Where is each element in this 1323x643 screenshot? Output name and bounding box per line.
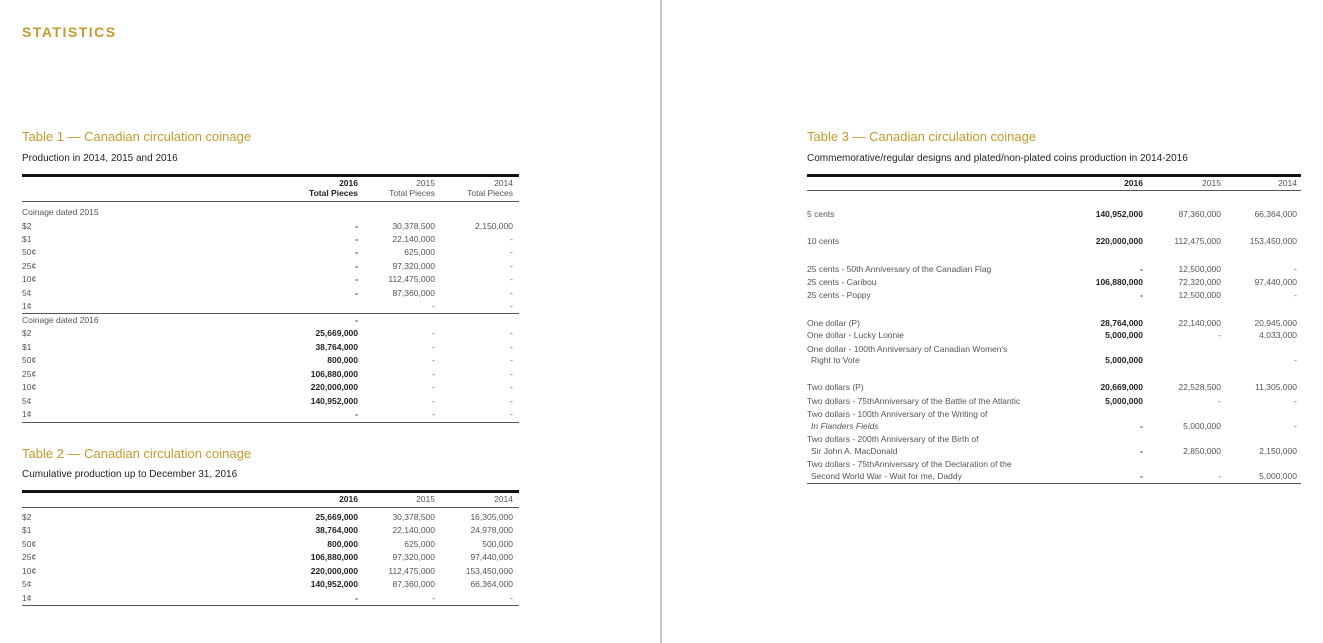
page-title: STATISTICS (22, 24, 117, 40)
table2: 2016 2015 2014 $2 25,669,000 30,378,500 16,305,000 $1 38,764,000 22,140,000 24,978,000 50¢ 800,000 625,000 500,000 25¢ 106,880,000 97,320,000 97,440,000 10¢ 220,000,000 112,475,000 153,450,000 5¢ 140,952,000 87,360,000 66,364,000 1¢ - - - (22, 490, 519, 608)
table2-title: Table 2 — Canadian circulation coinage (22, 446, 252, 461)
table3-header-2014: 2014 (1278, 178, 1297, 188)
table3-subtitle: Commemorative/regular designs and plated/non-plated coins production in 2014-2016 (807, 153, 1188, 164)
table2-header-2016: 2016 (339, 494, 358, 504)
table1: 2016 Total Pieces 2015 Total Pieces 2014 Total Pieces Coinage dated 2015 $2 - 30,378,500 2,150,000 $1 - 22,140,000 - 50¢ - 625,000 - 25¢ - 97,320,000 - 10¢ - 112,475,000 - 5¢ - 87,360,000 - 1¢ - - Coinage dated 2016 - $2 25,669,000 - - $1 38,764,000 - - 50¢ 800,000 - - 25¢ 106,880,000 - - 10¢ 220,000,000 - - 5¢ 140,952,000 - - 1¢ - - - (22, 174, 519, 424)
table1-group-2016: Coinage dated 2016 (22, 315, 99, 325)
table2-header-2014: 2014 (494, 494, 513, 504)
table3-header-2015: 2015 (1202, 178, 1221, 188)
table3: 2016 2015 2014 5 cents 140,952,000 87,360,000 66,364,000 10 cents 220,000,000 112,475,000 153,450,000 25 cents - 50th Anniversary of the Canadian Flag - 12,500,000 - 25 cents - Caribou 106,880,000 72,320,000 97,440,000 25 cents - Poppy - 12,500,000 - One dollar (P) 28,764,000 22,140,000 20,945,000 One dollar - Lucky Loonie 5,000,000 - 4,033,000 One dollar - 100th Anniversary of Canadian Women's Right to Vote 5,000,000 - Two dollars (P) 20,669,000 22,528,500 11,305,000 Two dollars - 75thAnniversary of the Battle of the Atlantic 5,000,000 - - Two dollars - 100th Anniversary of the Writing of In Flanders Fields - 5,000,000 - Two dollars - 200th Anniversary of the Birth of Sir John A. MacDonald - 2,850,000 2,150,000 Two dollars - 75thAnniversary of the Declaration of the Second World War - Wait for me, Daddy - - 5,000,000 (807, 174, 1301, 486)
table1-group-2015: Coinage dated 2015 (22, 207, 99, 217)
table1-header-2014-year: 2014 (494, 178, 513, 188)
table2-subtitle: Cumulative production up to December 31, 2016 (22, 469, 238, 480)
table1-header-2016-year: 2016 (339, 178, 358, 188)
table1-header-2014-label: Total Pieces (467, 188, 513, 198)
table1-subtitle: Production in 2014, 2015 and 2016 (22, 153, 178, 164)
table1-title: Table 1 — Canadian circulation coinage (22, 129, 252, 144)
table3-title: Table 3 — Canadian circulation coinage (807, 129, 1037, 144)
table1-header-2015-year: 2015 (416, 178, 435, 188)
table3-header-2016: 2016 (1124, 178, 1143, 188)
table1-header-2015-label: Total Pieces (389, 188, 435, 198)
table2-header-2015: 2015 (416, 494, 435, 504)
page-divider (660, 0, 662, 643)
table1-header-2016-label: Total Pieces (309, 188, 358, 198)
